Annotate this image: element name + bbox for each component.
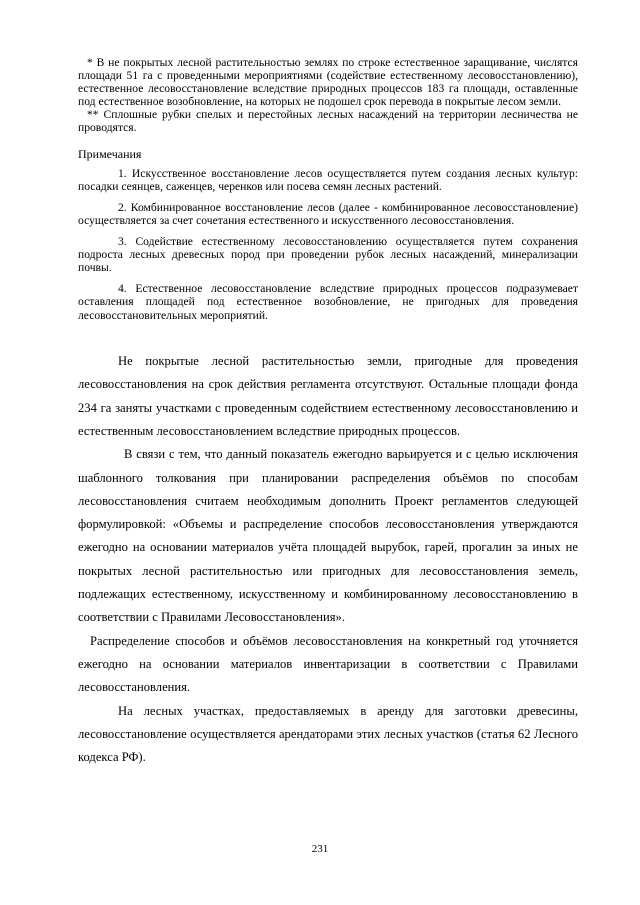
document-page bbox=[78, 56, 578, 769]
note-item-1: 1. Искусственное восстановление лесов осуществляется путем создания лесных культур: посадки сеянцев, саженцев, черенков или посева семян лесных растений. bbox=[78, 167, 578, 194]
note-item-3: 3. Содействие естественному лесовосстановлению осуществляется путем сохранения подроста лесных древесных пород при проведении рубок лесных насаждений, минерализации почвы. bbox=[78, 234, 578, 275]
body-paragraph-4: На лесных участках, предоставляемых в аренду для заготовки древесины, лесовосстановление осуществляется арендаторами этих лесных участков (статья 62 Лесного кодекса РФ). bbox=[78, 703, 578, 765]
body-paragraph-3: Распределение способов и объёмов лесовосстановления на конкретный год уточняется ежегодно на основании материалов инвентаризации в соответствии с Правилами лесовосстановления. bbox=[78, 633, 578, 695]
page-number: 231 bbox=[311, 843, 329, 855]
note-item-4: 4. Естественное лесовосстановление вследствие природных процессов подразумевает оставления площадей под естественное возобновление, не пригодных для проведения лесовосстановительных мероприятий. bbox=[78, 281, 578, 322]
body-paragraph-1: Не покрытые лесной растительностью земли, пригодные для проведения лесовосстановления на срок действия регламента отсутствуют. Остальные площади фонда 234 га заняты участками с проведенным содействием естественному лесовосстановлению и естественным лесовосстановлением вследствие природных процессов. bbox=[78, 354, 578, 438]
note-item-2: 2. Комбинированное восстановление лесов (далее - комбинированное лесовосстановление) осуществляется за счет сочетания естественного и искусственного лесовосстановления. bbox=[78, 200, 578, 228]
body-paragraph-2: В связи с тем, что данный показатель ежегодно варьируется и с целью исключения шаблонного толкования при планировании распределения объёмов по способам лесовосстановления считаем необходимым дополнить Проект регламентов следующей формулировкой: «Объемы и распределение способов лесовосстановления утверждаются ежегодно на основании материалов учёта площадей вырубок, гарей, прогалин за иных не покрытых лесной растительностью или пригодных для лесовосстановления земель, подлежащих естественному, искусственному и комбинированному лесовосстановлению в соответствии с Правилами Лесовосстановления». bbox=[78, 447, 578, 625]
footnote-2: ** Сплошные рубки спелых и перестойных лесных насаждений на территории лесничества не проводятся. bbox=[78, 108, 578, 134]
footnote-1: * В не покрытых лесной растительностью землях по строке естественное заращивание, числятся площади 51 га с проведенными мероприятиями (содействие естественному лесовосстановлению), естественное лесовосстановление вследствие природных процессов 183 га площади, оставленные под естественное возобновление, на которых не подошел срок перевода в покрытые лесом земли. bbox=[78, 56, 578, 108]
notes-heading: Примечания bbox=[78, 147, 142, 161]
